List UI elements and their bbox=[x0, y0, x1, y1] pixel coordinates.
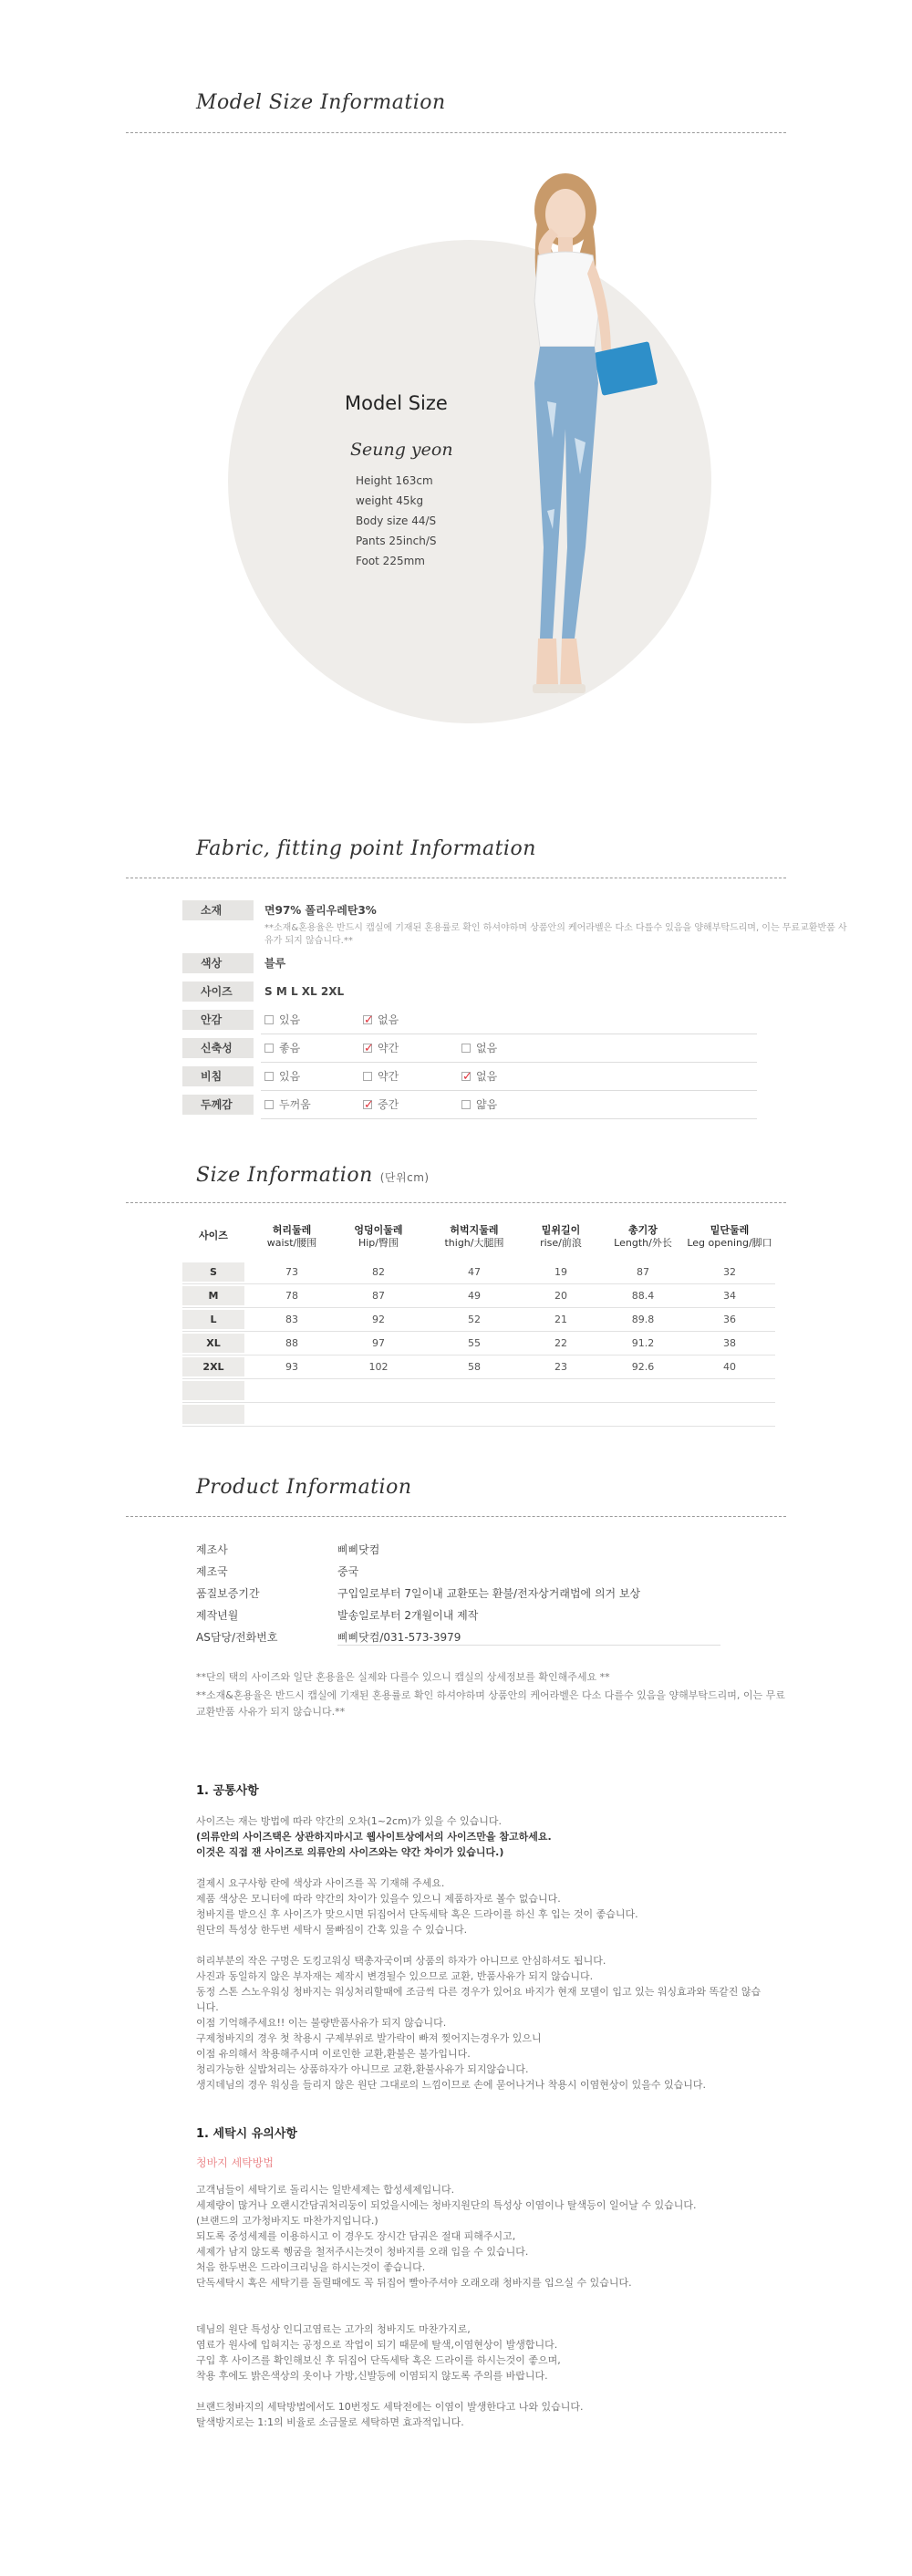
checkbox-icon bbox=[461, 1100, 471, 1109]
checkbox-checked-icon bbox=[363, 1015, 372, 1024]
fabric-section-title: Fabric, fitting point Information bbox=[196, 837, 536, 860]
notice-wash-body: 고객님들이 세탁기로 돌리시는 일반세제는 합성세제입니다. 세제량이 많거나 오랜시간담궈처리둥이 되었을시에는 청바지원단의 특성상 이염이나 탈색등이 일어날 수 있습니다. (브랜드의 고가청바지도 마찬가지입니다.) 되도록 중성세제를 이용하시고 이 경우도 장시간 담궈은 절대 피해주시고, 세제가 남지 않도록 헹굼을 철저주시는것이 청바지를 오래 입을 수 있습니다. 처음 한두번은 드라이크리닝을 하시는것이 좋습니다. 단독세탁시 혹은 세탁기를 돌릴때에도 꼭 뒤집어 빨아주셔야 오래오래 청바지를 입으실 수 있습니다. 데님의 원단 특성상 인디고염료는 고가의 청바지도 마찬가지로, 염료가 원사에 입혀지는 공정으로 작업이 되기 때문에 탈색,이염현상이 발생합니다. 구입 후 사이즈를 확인해보신 후 뒤집어 단독세탁 혹은 드라이를 하시는것이 좋으며, 착용 후에도 밝은색상의 옷이나 가방,신발등에 이염되지 않도록 주의를 바랍니다. 브랜드청바지의 세탁방법에서도 10번정도 세탁전에는 이염이 발생한다고 나와 있습니다. 탈색방지로는 1:1의 비율로 소금물로 세탁하면 효과적입니다. bbox=[196, 2184, 697, 2428]
size-header-col: 밑위길이 rise/前浪 bbox=[540, 1224, 582, 1249]
checkbox-icon bbox=[264, 1015, 274, 1024]
fabric-value: 블루 bbox=[264, 957, 286, 970]
checkbox-checked-icon bbox=[363, 1044, 372, 1053]
model-foot-size: Foot 225mm bbox=[356, 555, 425, 567]
fabric-row-color bbox=[182, 951, 857, 980]
size-header-col: 허벅지둘레 thigh/大腿围 bbox=[444, 1224, 504, 1249]
size-header-col: 총기장 Length/外长 bbox=[614, 1224, 672, 1249]
model-section-title: Model Size Information bbox=[196, 91, 446, 114]
option bbox=[264, 1038, 363, 1058]
checkbox-icon bbox=[363, 1072, 372, 1081]
option-label: 약간 bbox=[378, 1070, 399, 1083]
fabric-label: 안감 bbox=[182, 1010, 254, 1030]
checkbox-icon bbox=[264, 1100, 274, 1109]
option-label: 두꺼움 bbox=[279, 1098, 311, 1111]
model-weight: weight 45kg bbox=[356, 494, 424, 507]
option bbox=[461, 1095, 560, 1115]
option-label: 좋음 bbox=[279, 1042, 301, 1054]
option-label: 약간 bbox=[378, 1042, 399, 1054]
model-height: Height 163cm bbox=[356, 474, 433, 487]
fabric-value: 면97% 폴리우레탄3% bbox=[264, 904, 377, 917]
checkbox-icon bbox=[264, 1044, 274, 1053]
product-note-2: **소재&혼용율은 반드시 캡실에 기재된 혼용률로 확인 하셔야하며 상품안의 케어라벨은 다소 다를수 있음을 양해부탁드리며, 이는 무료교환반품 사유가 되지 않습니다.** bbox=[196, 1689, 785, 1718]
size-unit: (단위cm) bbox=[379, 1171, 430, 1184]
fabric-label: 색상 bbox=[182, 953, 254, 973]
model-photo bbox=[474, 164, 675, 721]
option bbox=[461, 1066, 560, 1086]
option-label: 중간 bbox=[378, 1098, 399, 1111]
size-section-title bbox=[196, 1164, 430, 1187]
option bbox=[363, 1038, 461, 1058]
size-label: XL bbox=[182, 1334, 244, 1353]
fabric-row-size bbox=[182, 980, 857, 1008]
divider bbox=[126, 1202, 786, 1203]
checkbox-checked-icon bbox=[363, 1100, 372, 1109]
divider bbox=[126, 1516, 786, 1517]
fabric-label: 사이즈 bbox=[182, 982, 254, 1002]
size-header-corner: 사이즈 bbox=[199, 1230, 228, 1241]
product-note-1: **단의 택의 사이즈와 일단 혼용율은 실제와 다를수 있으니 캡실의 상세정보를 확인해주세요 ** bbox=[196, 1671, 610, 1683]
table-row: S 73 82 47 19 87 32 bbox=[182, 1261, 775, 1284]
fabric-row-lining bbox=[182, 1008, 857, 1036]
size-label: S bbox=[182, 1262, 244, 1282]
option bbox=[264, 1095, 363, 1115]
option bbox=[363, 1010, 461, 1030]
option bbox=[461, 1038, 560, 1058]
notice-common-title: 1. 공통사항 bbox=[196, 1784, 259, 1798]
option-label: 얇음 bbox=[476, 1098, 498, 1111]
table-row: L 83 92 52 21 89.8 36 bbox=[182, 1308, 775, 1332]
model-body-size: Body size 44/S bbox=[356, 514, 437, 527]
table-row-empty bbox=[182, 1403, 775, 1427]
option-label: 있음 bbox=[279, 1013, 301, 1026]
fabric-row-thickness bbox=[182, 1093, 857, 1121]
fabric-label: 두께감 bbox=[182, 1095, 254, 1115]
model-pants-size: Pants 25inch/S bbox=[356, 535, 437, 547]
option bbox=[264, 1066, 363, 1086]
option-label: 없음 bbox=[378, 1013, 399, 1026]
table-row: 2XL 93 102 58 23 92.6 40 bbox=[182, 1356, 775, 1379]
checkbox-checked-icon bbox=[461, 1072, 471, 1081]
table-row-empty bbox=[182, 1379, 775, 1403]
checkbox-icon bbox=[264, 1072, 274, 1081]
notice-wash-subtitle: 청바지 세탁방법 bbox=[196, 2156, 274, 2169]
table-row: M 78 87 49 20 88.4 34 bbox=[182, 1284, 775, 1308]
fabric-label: 신축성 bbox=[182, 1038, 254, 1058]
fabric-label: 소재 bbox=[182, 900, 254, 920]
fabric-row-material bbox=[182, 898, 857, 951]
option bbox=[264, 1010, 363, 1030]
option-label: 없음 bbox=[476, 1042, 498, 1054]
size-label: M bbox=[182, 1286, 244, 1305]
fabric-row-sheerness bbox=[182, 1065, 857, 1093]
fabric-row-stretch bbox=[182, 1036, 857, 1065]
divider bbox=[126, 132, 786, 133]
notice-common-body: 사이즈는 재는 방법에 따라 약간의 오차(1~2cm)가 있을 수 있습니다. (의류안의 사이즈택은 상관하지마시고 웹사이트상에서의 사이즈만을 참고하세요. 이것은 직접 잰 사이즈로 의류안의 사이즈와는 약간 차이가 있습니다.) 결제시 요구사항 란에 색상과 사이즈를 꼭 기재해 주세요. 제품 색상은 모니터에 따라 약간의 차이가 있을수 있으니 제품하자로 볼수 없습니다. 청바지를 받으신 후 사이즈가 맞으시면 뒤집어서 단독세탁 혹은 드라이를 하신 후 입는 것이 좋습니다. 원단의 특성상 한두번 세탁시 물빠짐이 간혹 있을 수 있습니다. 허리부분의 작은 구멍은 도킹고워싱 택총자국이며 상품의 하자가 아니므로 안심하셔도 됩니다. 사진과 동일하지 않은 부자재는 제작시 변경될수 있으므로 교환, 반품사유가 되지 않습니다. 동정 스톤 스노우워싱 청바지는 워싱처리할때에 조금씩 다른 경우가 있어요 바지가 현재 모델이 입고 있는 워싱효과와 똑같진 않습니다. 이점 기억해주세요!! 이는 불량반품사유가 되지 않습니다. 구제청바지의 경우 첫 착용시 구제부위로 발가락이 빠져 찢어지는경우가 있으니 이점 유의해서 착용해주시며 이로인한 교환,환불은 불가입니다. 청리가능한 실밥처리는 상품하자가 아니므로 교환,환불사유가 되지않습니다. 생지데님의 경우 워싱을 들리지 않은 원단 그대로의 느낌이므로 손에 묻어나거나 착용시 이염현상이 있을수 있습니다. bbox=[196, 1815, 762, 2091]
size-header-col: 허리둘레 waist/腰围 bbox=[266, 1224, 317, 1249]
size-label: L bbox=[182, 1310, 244, 1329]
notice-wash-title: 1. 세탁시 유의사항 bbox=[196, 2127, 297, 2141]
option-label: 있음 bbox=[279, 1070, 301, 1083]
option bbox=[363, 1095, 461, 1115]
size-label: 2XL bbox=[182, 1357, 244, 1376]
fabric-note: **소재&혼용율은 반드시 캡실에 기재된 혼용률로 확인 하셔야하며 상품안의 케어라벨은 다소 다를수 있음을 양해부탁드리며, 이는 무료교환반품 사유가 되지 않습니다.** bbox=[264, 923, 847, 946]
model-name: Seung yeon bbox=[350, 440, 453, 460]
model-stats bbox=[356, 471, 437, 571]
size-title-text: Size Information bbox=[196, 1164, 373, 1187]
size-header-col: 밑단둘레 Leg opening/脚口 bbox=[687, 1224, 772, 1249]
product-section-title: Product Information bbox=[196, 1476, 412, 1499]
fabric-table bbox=[182, 898, 857, 1121]
table-row: XL 88 97 55 22 91.2 38 bbox=[182, 1332, 775, 1356]
size-header-col: 엉덩이둘레 Hip/臀围 bbox=[354, 1224, 403, 1249]
checkbox-icon bbox=[461, 1044, 471, 1053]
fabric-value: S M L XL 2XL bbox=[264, 985, 345, 998]
size-table-header bbox=[182, 1220, 775, 1261]
size-table bbox=[182, 1220, 775, 1427]
option bbox=[363, 1066, 461, 1086]
option-label: 없음 bbox=[476, 1070, 498, 1083]
model-size-heading: Model Size bbox=[345, 392, 448, 414]
fabric-label: 비침 bbox=[182, 1066, 254, 1086]
